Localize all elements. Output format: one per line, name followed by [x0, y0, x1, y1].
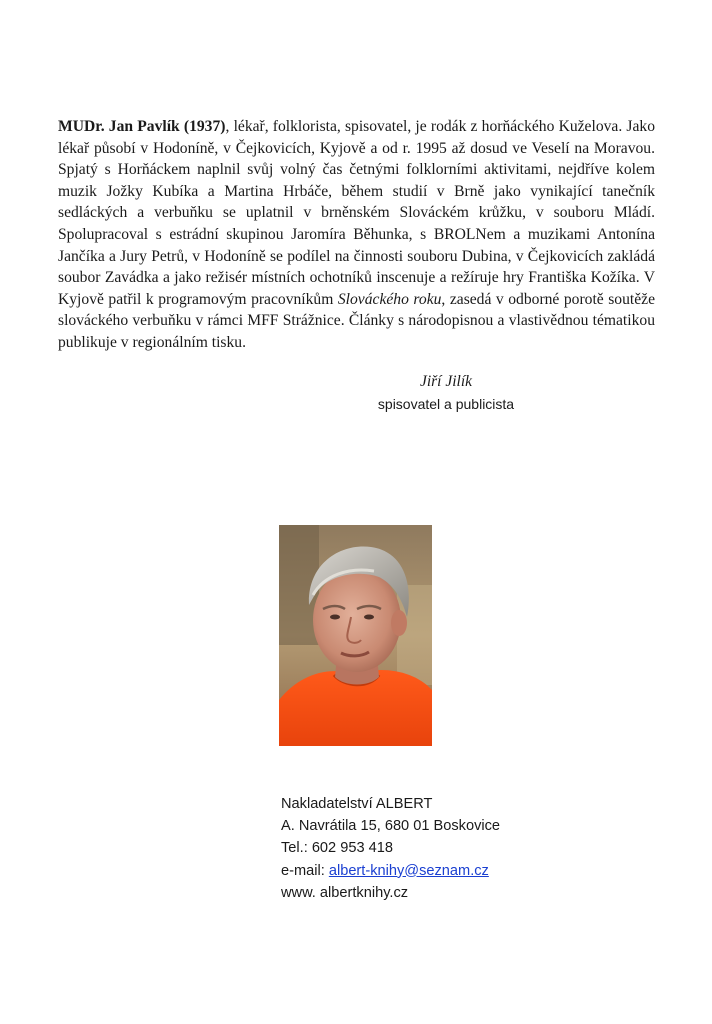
publisher-name: Nakladatelství ALBERT — [281, 796, 433, 812]
email-link[interactable]: albert-knihy@seznam.cz — [328, 862, 489, 879]
email-label: e-mail: — [281, 862, 329, 879]
author-name: MUDr. Jan Pavlík (1937) — [58, 118, 226, 135]
publisher-web: www. albertknihy.cz — [281, 884, 409, 901]
bio-text-part2: , zasedá v odborné porotě soutěže slováckého verbuňku v rámci MFF Strážnice. Články s národopisnou a vlastivědnou tématikou publikuje v regionálním tisku. — [58, 290, 656, 351]
author-photo — [279, 525, 432, 746]
signature-name: Jiří Jilík — [419, 373, 473, 390]
publisher-phone: Tel.: 602 953 418 — [281, 840, 393, 857]
signature-role: spisovatel a publicista — [377, 396, 515, 412]
author-bio — [58, 116, 655, 354]
publisher-block — [281, 793, 621, 904]
signature-block — [356, 372, 536, 414]
publisher-email-line — [281, 860, 621, 882]
bio-emphasis: Slováckého roku — [337, 290, 442, 308]
bio-text-part1: , lékař, folklorista, spisovatel, je rodák z horňáckého Kuželova. Jako lékař působí v Hodoníně, v Čejkovicích, Kyjově a od r. 1995 až dosud ve Veselí na Moravou. Spjatý s Horňáckem naplnil svůj volný čas četnými folklorními aktivitami, nejdříve kolem muzik Jožky Kubíka a Martina Hrbáče, během studií v Brně jako vynikající tanečník sedláckých a verbuňku se uplatnil v brněnském Slováckém krůžku, v souboru Mládí. Spolupracoval s estrádní skupinou Jaromíra Běhunka, s BROLNem a muzikami Antonína Jančíka a Jury Petrů, v Hodoníně se podílel na činnosti souboru Dubina, v Čejkovicích zakládá soubor Zavádka a jako režisér místních ochotníků inscenuje a režíruje hry Františka Kožíka. V Kyjově patřil k programovým pracovníkům — [58, 118, 655, 308]
publisher-address: A. Navrátila 15, 680 01 Boskovice — [281, 818, 501, 835]
